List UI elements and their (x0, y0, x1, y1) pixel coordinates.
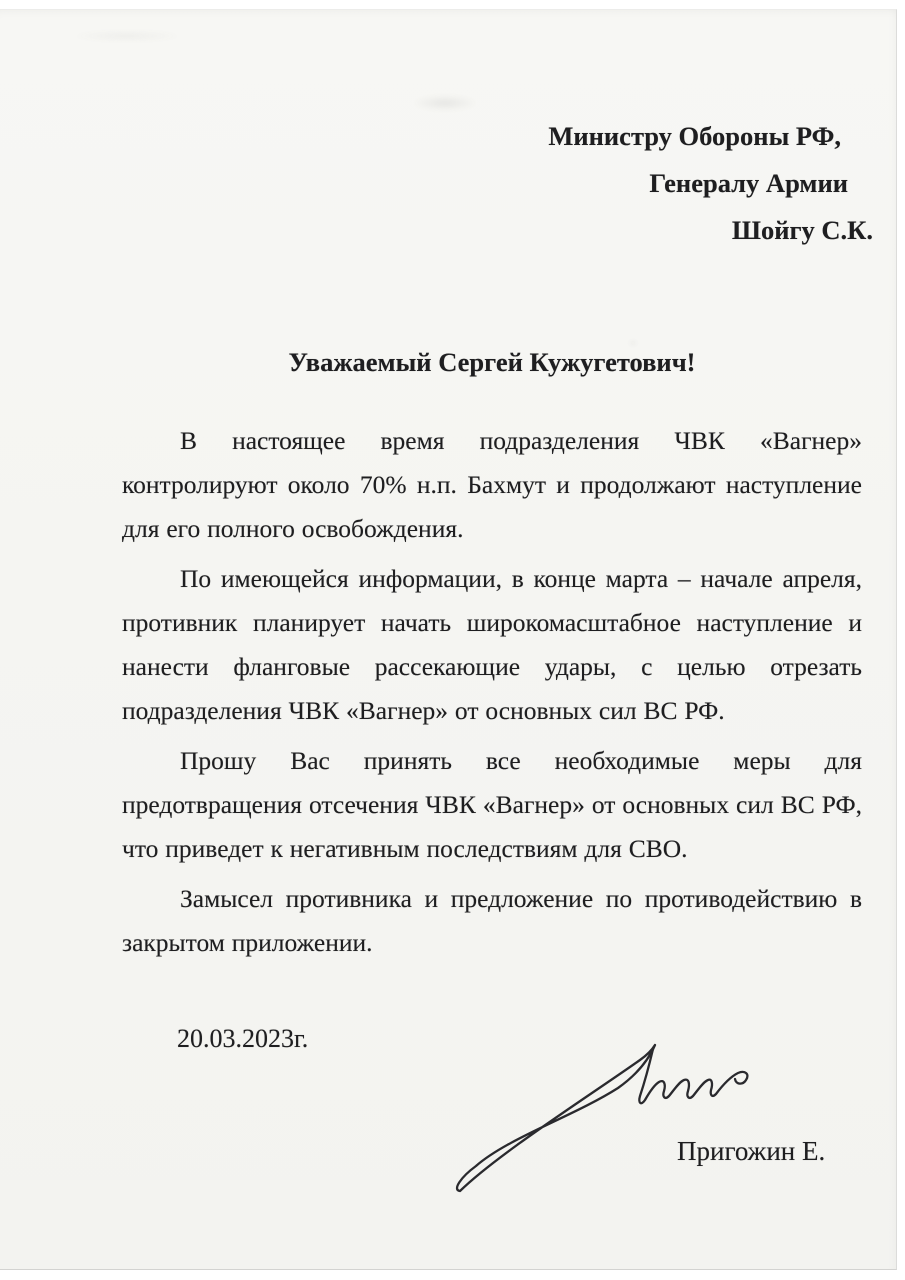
signature-image (448, 1036, 770, 1208)
body-line: для его полного освобождения. (122, 514, 464, 543)
scan-smudge (402, 92, 488, 114)
body-line: Замысел противника и предложение по противодействию в (180, 884, 862, 913)
body-line: По имеющейся информации, в конце марта – начале апреля, (180, 564, 862, 593)
body-line: закрытом приложении. (122, 928, 373, 957)
body-paragraph (122, 419, 862, 551)
body-paragraph (122, 877, 862, 965)
body-line: подразделения ЧВК «Вагнер» от основных сил ВС РФ. (122, 696, 725, 725)
recipient-line: Министру Обороны РФ, (548, 121, 841, 151)
body-line: предотвращения отсечения ЧВК «Вагнер» от основных сил ВС РФ, (122, 790, 862, 819)
body-line: В настоящее время подразделения ЧВК «Вагнер» (180, 426, 862, 455)
signatory-name: Пригожин Е. (677, 1136, 826, 1166)
recipient-line: Генералу Армии (649, 168, 848, 198)
date-line: 20.03.2023г. (177, 1024, 309, 1053)
body-line: нанести фланговые рассекающие удары, с целью отрезать (122, 652, 862, 681)
recipient-line: Шойгу С.К. (731, 215, 873, 245)
letter-page (0, 9, 897, 1270)
body-line: противник планирует начать широкомасштабное наступление и (122, 608, 862, 637)
body-line: Прошу Вас принять все необходимые меры для (180, 746, 862, 775)
letter-body (122, 419, 862, 971)
body-paragraph (122, 739, 862, 871)
recipient-block (520, 113, 880, 254)
salutation: Уважаемый Сергей Кужугетович! (288, 347, 696, 377)
body-line: контролируют около 70% н.п. Бахмут и продолжают наступление (122, 470, 862, 499)
body-line: что приведет к негативным последствиям для СВО. (122, 834, 688, 863)
scan-smudge (52, 28, 202, 44)
body-paragraph (122, 557, 862, 733)
